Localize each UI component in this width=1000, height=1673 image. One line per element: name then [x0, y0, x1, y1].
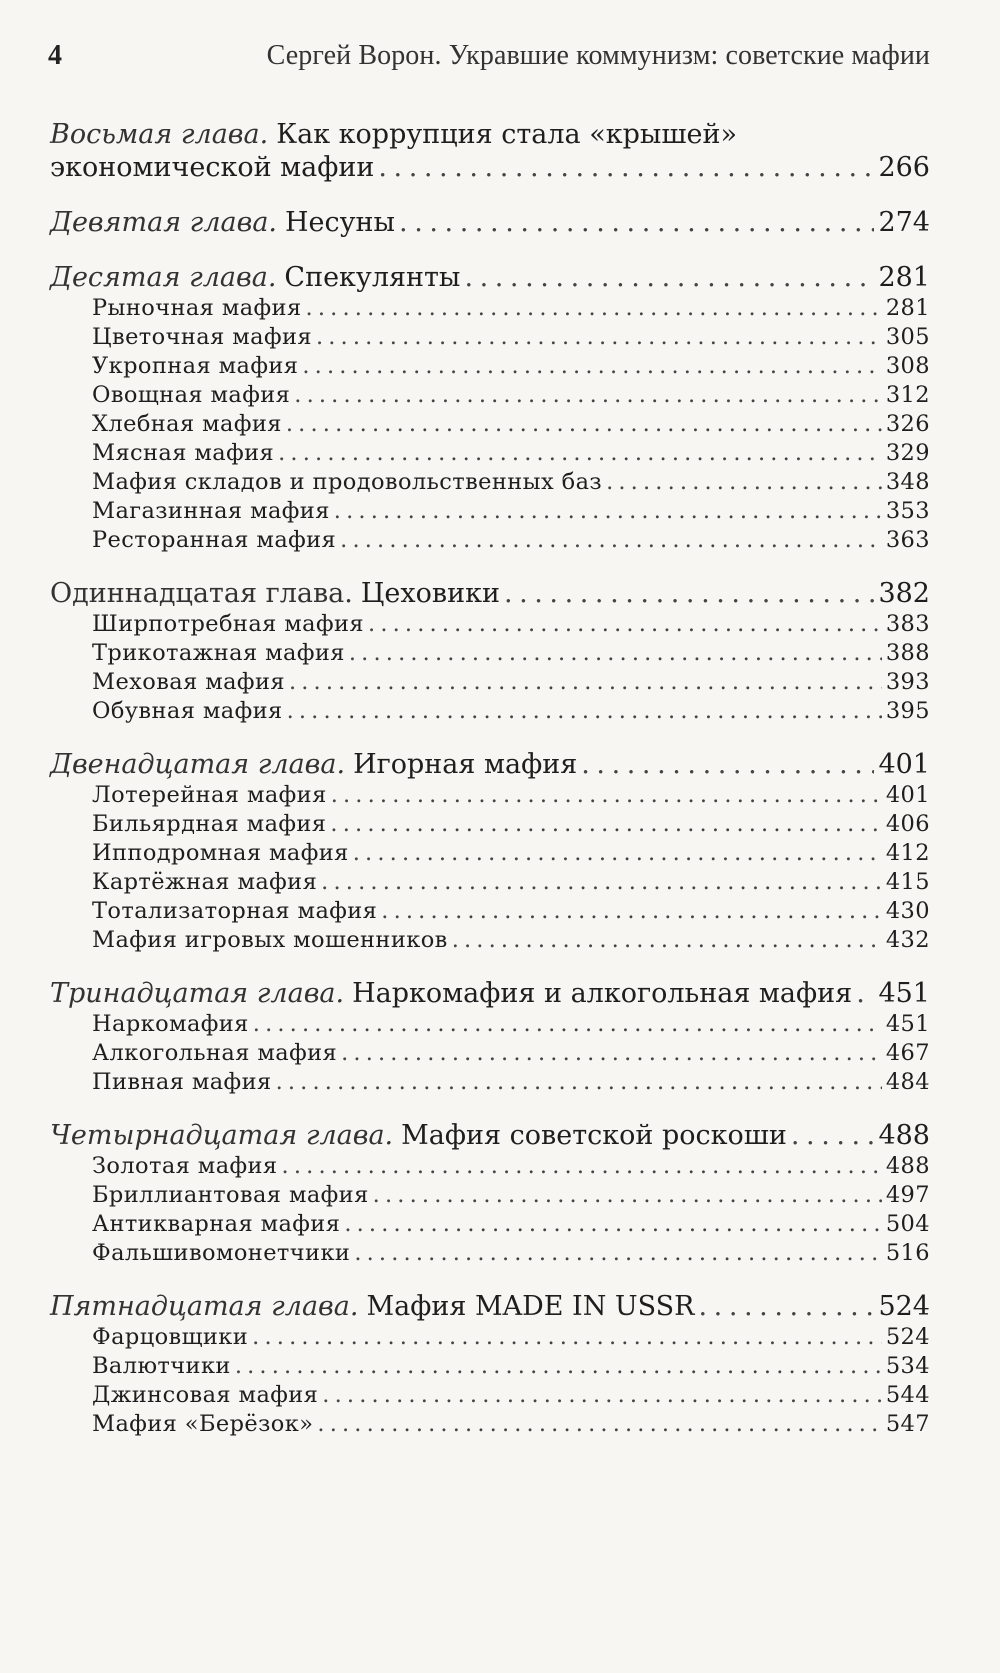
toc-chapter	[50, 577, 930, 726]
chapter-ordinal: Девятая глава.	[50, 207, 278, 238]
section-title: Фарцовщики	[92, 1324, 249, 1350]
section-entry[interactable]	[92, 410, 930, 439]
dot-leader	[253, 1010, 882, 1039]
section-entry[interactable]	[92, 352, 930, 381]
chapter-heading[interactable]	[50, 1119, 930, 1152]
section-title: Ипподромная мафия	[92, 840, 349, 866]
section-page: 395	[885, 698, 930, 724]
section-title: Мясная мафия	[92, 440, 275, 466]
section-title: Бриллиантовая мафия	[92, 1182, 369, 1208]
section-title: Рыночная мафия	[92, 295, 302, 321]
dot-leader	[378, 151, 874, 184]
section-page: 497	[885, 1182, 930, 1208]
dot-leader	[504, 577, 875, 610]
chapter-ordinal: Тринадцатая глава.	[50, 978, 345, 1009]
section-title: Овощная мафия	[92, 382, 291, 408]
section-entry[interactable]	[92, 1352, 930, 1381]
dot-leader	[581, 748, 874, 781]
section-title: Алкогольная мафия	[92, 1040, 338, 1066]
dot-leader	[344, 1210, 882, 1239]
section-page: 383	[885, 611, 930, 637]
running-head	[48, 40, 930, 72]
chapter-title: Спекулянты	[284, 262, 461, 293]
section-page: 516	[885, 1240, 930, 1266]
section-entry[interactable]	[92, 639, 930, 668]
section-title: Наркомафия	[92, 1011, 249, 1037]
dot-leader	[464, 261, 874, 294]
section-entry[interactable]	[92, 526, 930, 555]
section-title: Картёжная мафия	[92, 869, 318, 895]
section-page: 348	[885, 469, 930, 495]
section-entry[interactable]	[92, 697, 930, 726]
toc-chapter	[50, 261, 930, 555]
section-page: 406	[885, 811, 930, 837]
chapter-ordinal: Двенадцатая глава.	[50, 749, 346, 780]
section-page: 305	[885, 324, 930, 350]
chapter-title: Мафия советской роскоши	[401, 1120, 787, 1151]
dot-leader	[354, 1239, 882, 1268]
dot-leader	[399, 206, 874, 239]
dot-leader	[286, 410, 882, 439]
dot-leader	[373, 1181, 882, 1210]
section-page: 415	[885, 869, 930, 895]
chapter-title: Наркомафия и алкогольная мафия	[352, 978, 853, 1009]
dot-leader	[235, 1352, 882, 1381]
chapter-title: Как коррупция стала «крышей»	[276, 119, 737, 150]
section-page: 484	[885, 1069, 930, 1095]
dot-leader	[306, 294, 882, 323]
section-page: 430	[885, 898, 930, 924]
section-page: 504	[885, 1211, 930, 1237]
dot-leader	[334, 497, 882, 526]
dot-leader	[317, 1410, 881, 1439]
chapter-heading[interactable]	[50, 748, 930, 781]
toc-chapter	[50, 206, 930, 239]
section-entry[interactable]	[92, 897, 930, 926]
section-title: Меховая мафия	[92, 669, 285, 695]
section-page: 329	[885, 440, 930, 466]
chapter-ordinal: Одиннадцатая глава.	[50, 578, 353, 609]
section-page: 363	[885, 527, 930, 553]
section-entry[interactable]	[92, 926, 930, 955]
chapter-heading[interactable]	[50, 118, 930, 184]
section-title: Цветочная мафия	[92, 324, 312, 350]
section-entry[interactable]	[92, 839, 930, 868]
chapter-heading-line1	[50, 118, 930, 151]
section-title: Пивная мафия	[92, 1069, 272, 1095]
chapter-ordinal: Десятая глава.	[50, 262, 277, 293]
section-page: 353	[885, 498, 930, 524]
toc-chapter	[50, 748, 930, 955]
section-title: Лотерейная мафия	[92, 782, 327, 808]
section-title: Фальшивомонетчики	[92, 1240, 351, 1266]
section-title: Ресторанная мафия	[92, 527, 337, 553]
section-entry[interactable]	[92, 1152, 930, 1181]
section-page: 467	[885, 1040, 930, 1066]
section-title: Магазинная мафия	[92, 498, 330, 524]
chapter-heading[interactable]	[50, 577, 930, 610]
dot-leader	[302, 352, 882, 381]
section-title: Трикотажная мафия	[92, 640, 345, 666]
chapter-page: 401	[878, 749, 930, 780]
dot-leader	[294, 381, 882, 410]
chapter-title-cont: экономической мафии	[50, 152, 375, 183]
chapter-page: 488	[878, 1120, 930, 1151]
section-title: Мафия складов и продовольственных баз	[92, 469, 603, 495]
section-page: 544	[885, 1382, 930, 1408]
section-entry[interactable]	[92, 668, 930, 697]
section-page: 524	[885, 1324, 930, 1350]
section-list	[50, 1010, 930, 1097]
section-title: Ширпотребная мафия	[92, 611, 365, 637]
chapter-heading-line2	[50, 151, 930, 184]
section-entry[interactable]	[92, 781, 930, 810]
section-page: 326	[885, 411, 930, 437]
section-entry[interactable]	[92, 294, 930, 323]
chapter-page: 524	[878, 1291, 930, 1322]
chapter-heading[interactable]	[50, 206, 930, 239]
section-list	[50, 294, 930, 555]
dot-leader	[321, 868, 882, 897]
section-title: Антикварная мафия	[92, 1211, 341, 1237]
dot-leader	[699, 1290, 875, 1323]
section-entry[interactable]	[92, 1381, 930, 1410]
section-entry[interactable]	[92, 868, 930, 897]
section-list	[50, 1152, 930, 1268]
dot-leader	[322, 1381, 882, 1410]
dot-leader	[287, 697, 882, 726]
dot-leader	[381, 897, 882, 926]
toc-chapter	[50, 1290, 930, 1439]
book-title: Сергей Ворон. Укравшие коммунизм: советские мафии	[266, 40, 930, 71]
chapter-heading[interactable]	[50, 261, 930, 294]
section-list	[50, 781, 930, 955]
chapter-page: 274	[878, 207, 930, 238]
section-title: Тотализаторная мафия	[92, 898, 378, 924]
dot-leader	[289, 668, 882, 697]
section-title: Валютчики	[92, 1353, 231, 1379]
section-entry[interactable]	[92, 1068, 930, 1097]
dot-leader	[606, 468, 882, 497]
section-title: Бильярдная мафия	[92, 811, 327, 837]
table-of-contents	[50, 118, 930, 1461]
section-entry[interactable]	[92, 468, 930, 497]
section-page: 393	[885, 669, 930, 695]
chapter-ordinal: Четырнадцатая глава.	[50, 1120, 394, 1151]
section-page: 547	[885, 1411, 930, 1437]
section-entry[interactable]	[92, 323, 930, 352]
chapter-page: 281	[878, 262, 930, 293]
dot-leader	[353, 839, 882, 868]
section-entry[interactable]	[92, 497, 930, 526]
chapter-title: Игорная мафия	[353, 749, 578, 780]
section-title: Укропная мафия	[92, 353, 299, 379]
section-title: Мафия «Берёзок»	[92, 1411, 314, 1437]
section-entry[interactable]	[92, 810, 930, 839]
toc-chapter	[50, 977, 930, 1097]
section-page: 388	[885, 640, 930, 666]
chapter-page: 382	[878, 578, 930, 609]
section-list	[50, 1323, 930, 1439]
dot-leader	[368, 610, 882, 639]
section-title: Обувная мафия	[92, 698, 283, 724]
chapter-heading[interactable]	[50, 1290, 930, 1323]
section-entry[interactable]	[92, 610, 930, 639]
dot-leader	[349, 639, 882, 668]
toc-chapter	[50, 118, 930, 184]
section-page: 281	[885, 295, 930, 321]
chapter-page: 451	[878, 978, 930, 1009]
section-entry[interactable]	[92, 381, 930, 410]
section-entry[interactable]	[92, 439, 930, 468]
chapter-title: Несуны	[285, 207, 396, 238]
chapter-ordinal: Пятнадцатая глава.	[50, 1291, 359, 1322]
dot-leader	[340, 526, 882, 555]
section-page: 451	[885, 1011, 930, 1037]
section-title: Хлебная мафия	[92, 411, 282, 437]
dot-leader	[276, 1068, 882, 1097]
section-page: 412	[885, 840, 930, 866]
dot-leader	[316, 323, 882, 352]
toc-chapter	[50, 1119, 930, 1268]
section-entry[interactable]	[92, 1210, 930, 1239]
dot-leader	[252, 1323, 882, 1352]
dot-leader	[330, 810, 881, 839]
section-entry[interactable]	[92, 1239, 930, 1268]
section-entry[interactable]	[92, 1181, 930, 1210]
section-title: Золотая мафия	[92, 1153, 278, 1179]
dot-leader	[452, 926, 882, 955]
section-page: 312	[885, 382, 930, 408]
chapter-ordinal: Восьмая глава.	[50, 119, 269, 150]
section-title: Мафия игровых мошенников	[92, 927, 448, 953]
section-entry[interactable]	[92, 1323, 930, 1352]
page-number: 4	[48, 40, 62, 71]
dot-leader	[282, 1152, 882, 1181]
section-page: 488	[885, 1153, 930, 1179]
chapter-page: 266	[878, 152, 930, 183]
dot-leader	[341, 1039, 882, 1068]
chapter-title: Цеховики	[360, 578, 500, 609]
section-entry[interactable]	[92, 1410, 930, 1439]
dot-leader	[791, 1119, 875, 1152]
dot-leader	[856, 977, 874, 1010]
chapter-title: Мафия MADE IN USSR	[366, 1291, 695, 1322]
section-title: Джинсовая мафия	[92, 1382, 319, 1408]
section-page: 534	[885, 1353, 930, 1379]
section-page: 401	[885, 782, 930, 808]
dot-leader	[331, 781, 882, 810]
section-entry[interactable]	[92, 1010, 930, 1039]
section-page: 432	[885, 927, 930, 953]
section-list	[50, 610, 930, 726]
section-page: 308	[885, 353, 930, 379]
dot-leader	[278, 439, 882, 468]
chapter-heading[interactable]	[50, 977, 930, 1010]
section-entry[interactable]	[92, 1039, 930, 1068]
